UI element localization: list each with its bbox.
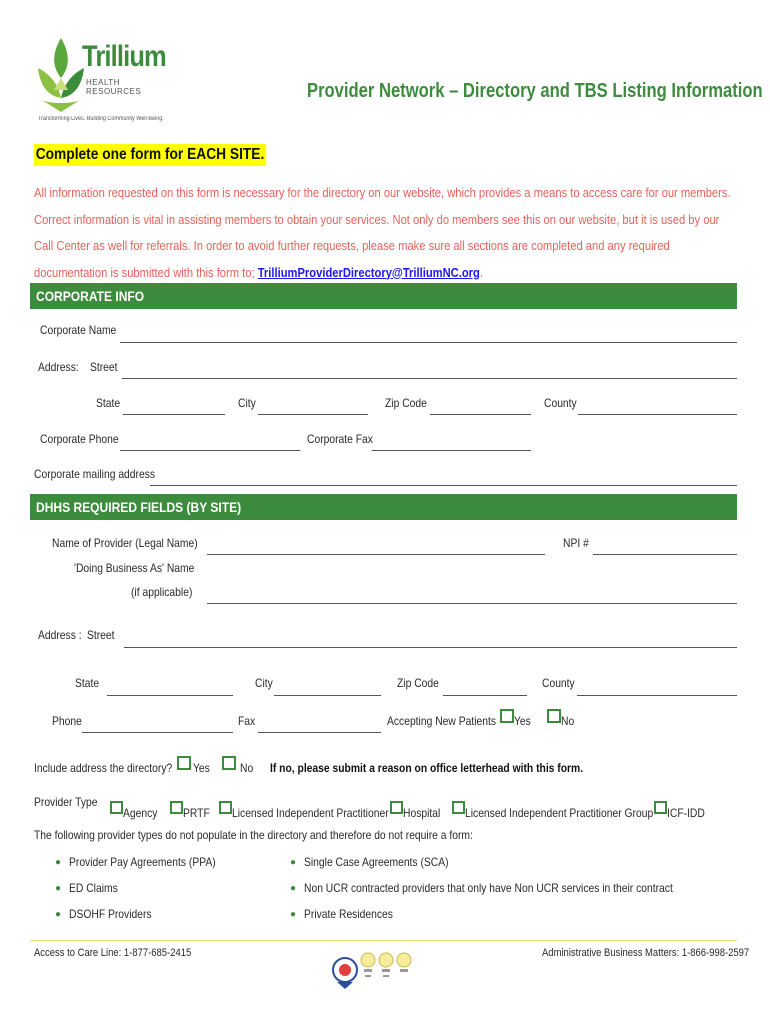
list-item: ● DSOHF Providers <box>55 907 152 921</box>
site-address-label: Address : <box>38 628 82 642</box>
intro-paragraph <box>34 180 735 286</box>
accepting-yes-option[interactable]: Yes <box>500 704 534 728</box>
lip-group-checkbox[interactable] <box>452 801 465 814</box>
award-seal-icon <box>396 952 412 982</box>
award-seal-icon <box>378 952 394 982</box>
logo-sub: HEALTH RESOURCES <box>86 78 142 96</box>
logo <box>36 38 176 128</box>
provider-type-label: Provider Type <box>34 795 98 809</box>
corporate-phone-label: Corporate Phone <box>40 432 119 446</box>
provider-type-hospital[interactable]: Hospital <box>390 794 446 820</box>
mailing-field[interactable] <box>150 485 737 486</box>
site-fax-field[interactable] <box>258 732 381 733</box>
dba-label: 'Doing Business As' Name <box>74 561 195 575</box>
accepting-no-checkbox[interactable] <box>547 709 561 723</box>
corporate-phone-field[interactable] <box>120 450 300 451</box>
intro-text: All information requested on this form is necessary for the directory on our website, which provides a means to access care for our members. Correct information is vital in assisting members to obtain your services. Not only do members see this on our website, but it is used by our Call Center as well for referrals. In order to avoid further requests, please make sure all sections are completed and any required documentation is submitted with this form to; <box>34 185 731 280</box>
county-field[interactable] <box>578 414 737 415</box>
list-item: ● ED Claims <box>55 881 118 895</box>
include-no-checkbox[interactable] <box>222 756 236 770</box>
street-label: Street <box>90 360 118 374</box>
include-no-option[interactable]: No <box>222 751 255 775</box>
city-label: City <box>238 396 256 410</box>
corporate-fax-label: Corporate Fax <box>307 432 373 446</box>
provider-type-lip[interactable]: Licensed Independent Practitioner <box>219 794 414 820</box>
provider-type-lip-group[interactable]: Licensed Independent Practitioner Group <box>452 794 684 820</box>
site-state-label: State <box>75 676 100 690</box>
provider-type-icf-idd[interactable]: ICF-IDD <box>654 794 711 820</box>
site-zip-field[interactable] <box>443 695 527 696</box>
include-address-label: Include address the directory? <box>34 761 173 775</box>
award-seal-icon <box>360 952 376 982</box>
state-field[interactable] <box>123 414 225 415</box>
list-item: ● Private Residences <box>290 907 393 921</box>
email-suffix: . <box>479 264 483 280</box>
address-label: Address: <box>38 360 79 374</box>
provider-name-label: Name of Provider (Legal Name) <box>52 536 198 550</box>
county-label: County <box>544 396 577 410</box>
provider-type-prtf[interactable]: PRTF <box>170 794 214 820</box>
site-zip-label: Zip Code <box>397 676 439 690</box>
lip-checkbox[interactable] <box>219 801 232 814</box>
page-title: Provider Network – Directory and TBS Listing Information <box>307 80 763 102</box>
city-field[interactable] <box>258 414 368 415</box>
mailing-label: Corporate mailing address <box>34 467 156 481</box>
intro-highlight: Complete one form for EACH SITE. <box>34 144 266 166</box>
site-fax-label: Fax <box>238 714 256 728</box>
logo-name: Trillium <box>82 40 166 73</box>
corporate-name-label: Corporate Name <box>40 323 117 337</box>
list-item: ● Single Case Agreements (SCA) <box>290 855 449 869</box>
corporate-header: CORPORATE INFO <box>30 283 737 309</box>
site-phone-field[interactable] <box>82 732 233 733</box>
site-city-field[interactable] <box>274 695 381 696</box>
corporate-name-field[interactable] <box>120 342 737 343</box>
footer-divider <box>30 940 737 941</box>
icf-idd-checkbox[interactable] <box>654 801 667 814</box>
hospital-checkbox[interactable] <box>390 801 403 814</box>
include-yes-option[interactable]: Yes <box>177 751 213 775</box>
access-line: Access to Care Line: 1-877-685-2415 <box>34 947 192 959</box>
email-link[interactable]: TrilliumProviderDirectory@TrilliumNC.org <box>257 264 480 280</box>
site-state-field[interactable] <box>107 695 233 696</box>
npi-label: NPI # <box>563 536 589 550</box>
accreditation-seal-icon <box>332 956 358 990</box>
if-applicable-label: (if applicable) <box>131 585 193 599</box>
corporate-fax-field[interactable] <box>372 450 531 451</box>
accepting-no-option[interactable]: No <box>547 704 576 728</box>
street-field[interactable] <box>122 378 737 379</box>
site-county-label: County <box>542 676 575 690</box>
site-county-field[interactable] <box>577 695 737 696</box>
list-item: ● Provider Pay Agreements (PPA) <box>55 855 216 869</box>
site-phone-label: Phone <box>52 714 82 728</box>
site-street-label: Street <box>87 628 115 642</box>
dba-field[interactable] <box>207 603 737 604</box>
include-note: If no, please submit a reason on office letterhead with this form. <box>270 761 584 775</box>
accreditation-seals <box>332 952 412 994</box>
zip-field[interactable] <box>430 414 531 415</box>
include-yes-checkbox[interactable] <box>177 756 191 770</box>
dhhs-header: DHHS REQUIRED FIELDS (BY SITE) <box>30 494 737 520</box>
prtf-checkbox[interactable] <box>170 801 183 814</box>
accepting-label: Accepting New Patients <box>387 714 496 728</box>
site-street-field[interactable] <box>124 647 737 648</box>
site-city-label: City <box>255 676 273 690</box>
agency-checkbox[interactable] <box>110 801 123 814</box>
provider-name-field[interactable] <box>207 554 545 555</box>
admin-line: Administrative Business Matters: 1-866-998-2597 <box>542 947 750 959</box>
list-item: ● Non UCR contracted providers that only have Non UCR services in their contract <box>290 881 673 895</box>
provider-type-agency[interactable]: Agency <box>110 794 163 820</box>
trillium-leaf-icon <box>36 38 86 114</box>
not-populate-text: The following provider types do not populate in the directory and therefore do not require a form: <box>34 828 473 842</box>
state-label: State <box>96 396 121 410</box>
accepting-yes-checkbox[interactable] <box>500 709 514 723</box>
zip-label: Zip Code <box>385 396 427 410</box>
npi-field[interactable] <box>593 554 737 555</box>
logo-tagline: Transforming Lives. Building Community Well-Being. <box>38 116 164 122</box>
